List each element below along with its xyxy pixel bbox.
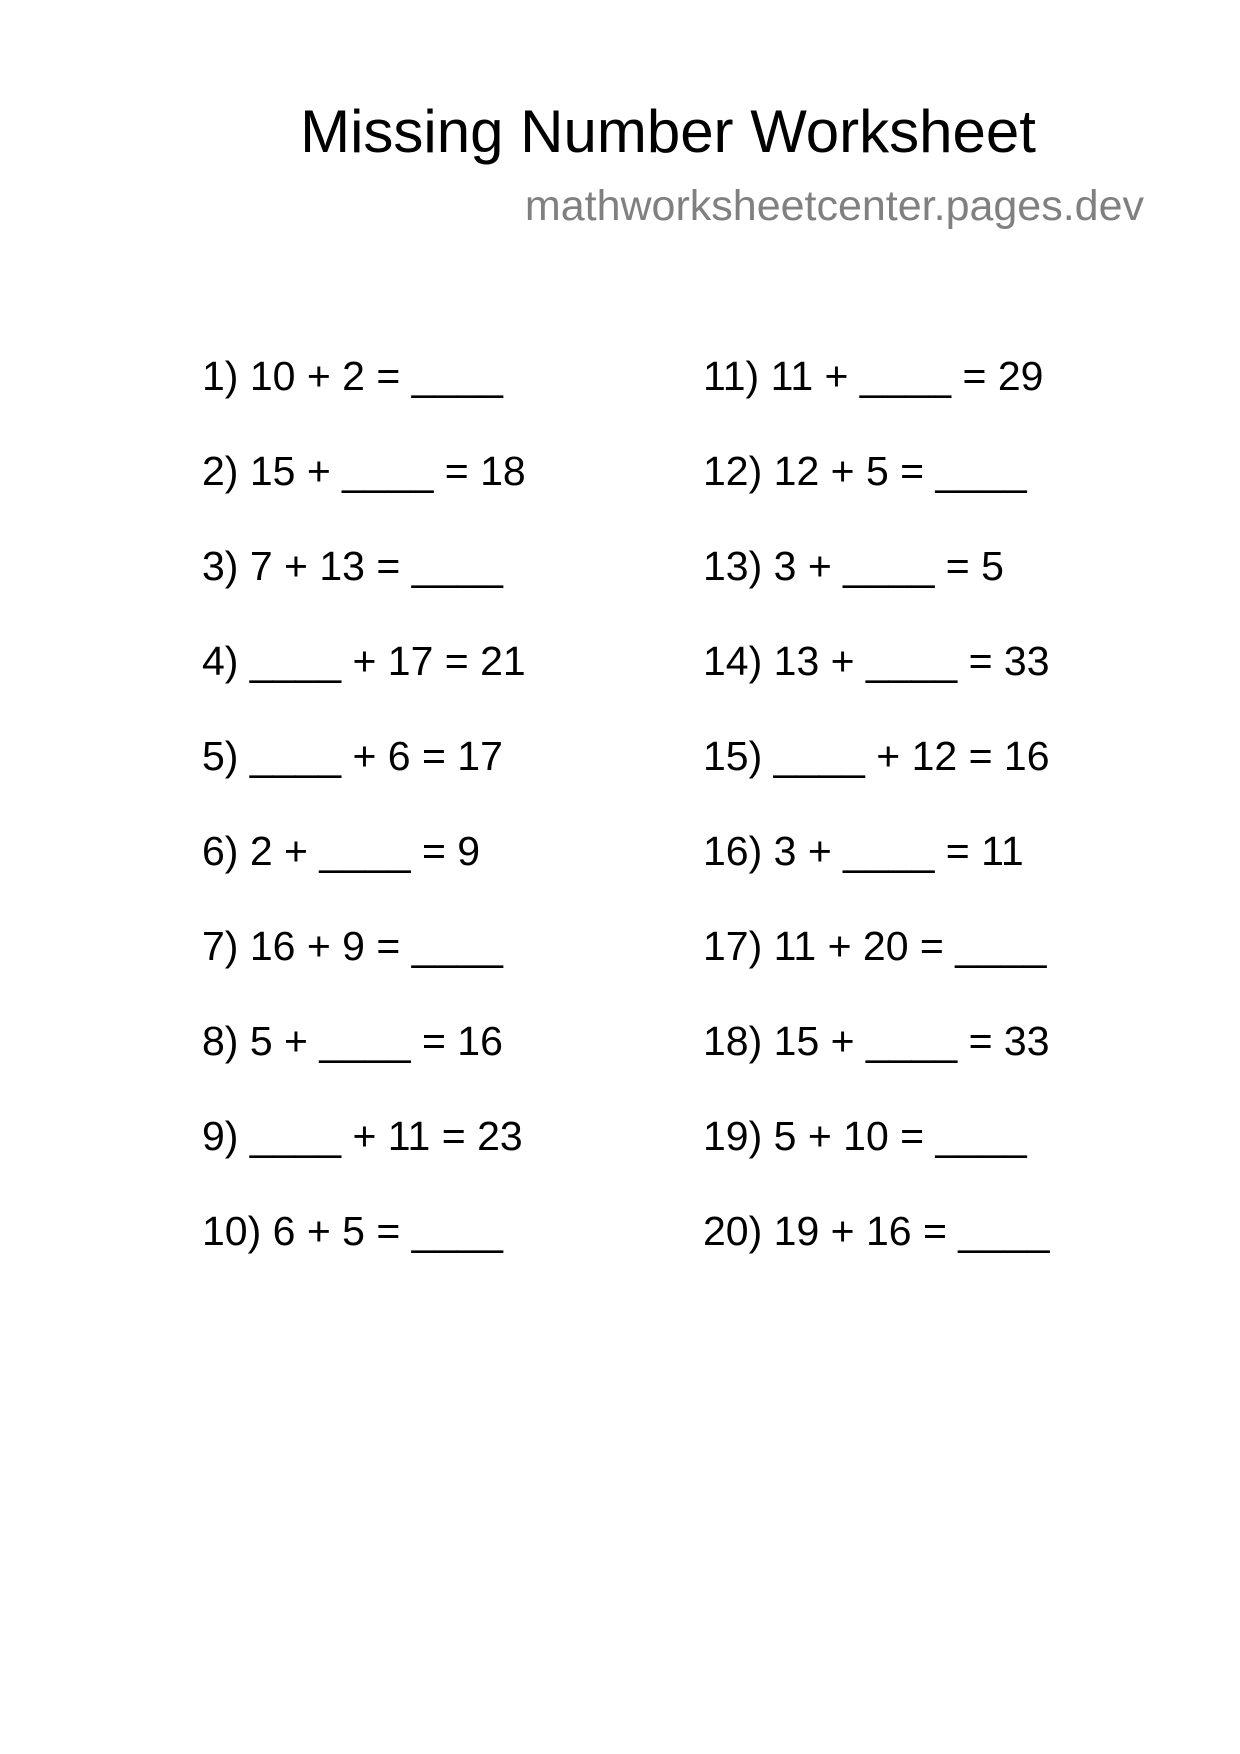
problem-11: 11) 11 + ____ = 29 xyxy=(703,353,1044,399)
problem-18: 18) 15 + ____ = 33 xyxy=(703,1018,1050,1064)
problem-19: 19) 5 + 10 = ____ xyxy=(703,1113,1027,1159)
problem-1: 1) 10 + 2 = ____ xyxy=(202,353,503,399)
problem-2: 2) 15 + ____ = 18 xyxy=(202,448,526,494)
problem-6: 6) 2 + ____ = 9 xyxy=(202,828,481,874)
problem-14: 14) 13 + ____ = 33 xyxy=(703,638,1050,684)
problem-7: 7) 16 + 9 = ____ xyxy=(202,923,503,969)
problem-4: 4) ____ + 17 = 21 xyxy=(202,638,526,684)
problem-15: 15) ____ + 12 = 16 xyxy=(703,733,1050,779)
worksheet-source-url: mathworksheetcenter.pages.dev xyxy=(524,182,1144,230)
problem-3: 3) 7 + 13 = ____ xyxy=(202,543,503,589)
problem-5: 5) ____ + 6 = 17 xyxy=(202,733,503,779)
problem-13: 13) 3 + ____ = 5 xyxy=(703,543,1004,589)
worksheet-title: Missing Number Worksheet xyxy=(300,98,1036,165)
problem-8: 8) 5 + ____ = 16 xyxy=(202,1018,503,1064)
problem-12: 12) 12 + 5 = ____ xyxy=(703,448,1027,494)
problem-9: 9) ____ + 11 = 23 xyxy=(202,1113,523,1159)
problem-16: 16) 3 + ____ = 11 xyxy=(703,828,1024,874)
problem-17: 17) 11 + 20 = ____ xyxy=(703,923,1047,969)
problem-20: 20) 19 + 16 = ____ xyxy=(703,1208,1050,1254)
problem-10: 10) 6 + 5 = ____ xyxy=(202,1208,503,1254)
